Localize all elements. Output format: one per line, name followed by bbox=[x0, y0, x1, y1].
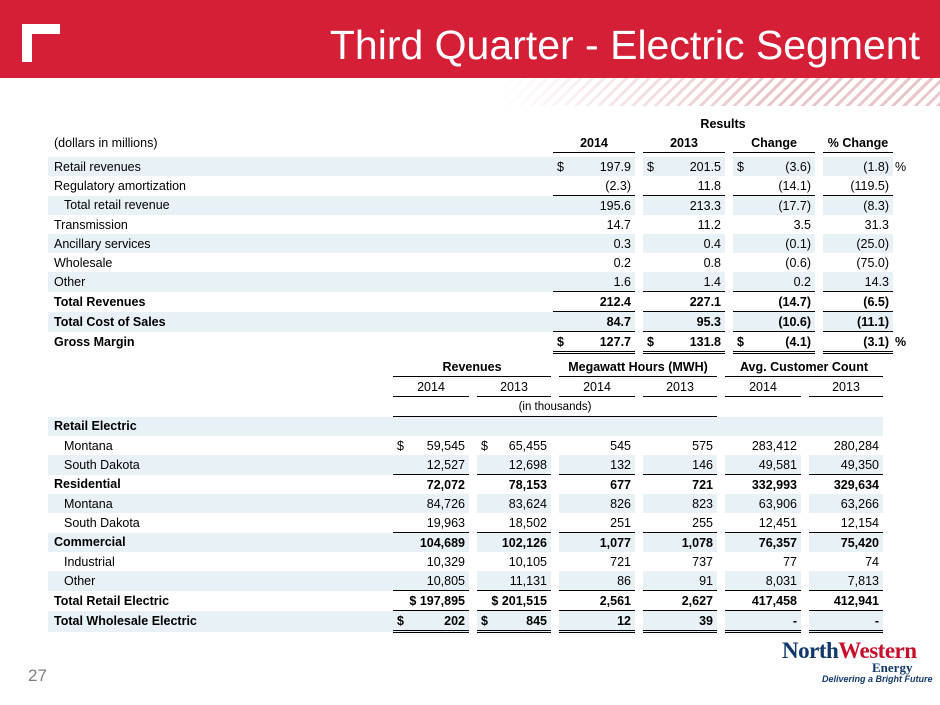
value: 74 bbox=[865, 554, 879, 569]
cell-v2013 bbox=[643, 215, 725, 234]
cell-value: 31.3 bbox=[864, 217, 889, 232]
logo-western: Western bbox=[838, 638, 917, 663]
cell-value: 14.7 bbox=[606, 217, 631, 232]
cell-v2014 bbox=[553, 272, 635, 292]
row-label: South Dakota bbox=[48, 455, 393, 475]
cell-change bbox=[733, 234, 815, 253]
value: 12,154 bbox=[840, 515, 879, 530]
cell-value bbox=[477, 494, 551, 513]
cell-pct bbox=[823, 312, 893, 332]
cell-value bbox=[477, 591, 551, 611]
cell-value bbox=[559, 571, 635, 591]
cell-v2014 bbox=[553, 176, 635, 196]
cell-value bbox=[809, 611, 883, 632]
cell-value: 0.3 bbox=[613, 236, 631, 251]
cell-value: (4.1) bbox=[785, 334, 811, 349]
volumes-table bbox=[48, 357, 883, 633]
row-label: Montana bbox=[64, 438, 113, 453]
cell-v2013 bbox=[643, 157, 725, 176]
value: 823 bbox=[692, 496, 713, 511]
volume-row bbox=[48, 552, 883, 571]
cell-v2014 bbox=[553, 312, 635, 332]
volume-row bbox=[48, 611, 883, 632]
cell-value: 227.1 bbox=[689, 294, 721, 309]
value: 59,545 bbox=[426, 438, 465, 453]
cell-value: (3.1) bbox=[863, 334, 889, 349]
cell-change bbox=[733, 253, 815, 272]
cell-v2013 bbox=[643, 332, 725, 353]
cell-value: 127.7 bbox=[599, 334, 631, 349]
row-label: Total Wholesale Electric bbox=[48, 611, 393, 632]
cell-change bbox=[733, 215, 815, 234]
row-label: Transmission bbox=[54, 217, 128, 232]
cell-value bbox=[725, 436, 801, 455]
group-header-revenues: Revenues bbox=[393, 357, 551, 377]
value: 283,412 bbox=[751, 438, 797, 453]
cell-value bbox=[809, 475, 883, 495]
value: 202 bbox=[444, 613, 465, 628]
percent-sign: % bbox=[893, 332, 908, 353]
value: 826 bbox=[610, 496, 631, 511]
value: 845 bbox=[526, 613, 547, 628]
value: 12,451 bbox=[758, 515, 797, 530]
value: 49,350 bbox=[840, 457, 879, 472]
banner-stripes bbox=[500, 78, 940, 106]
cell-value bbox=[725, 494, 801, 513]
row-label: Total Revenues bbox=[54, 294, 146, 309]
value: 63,906 bbox=[758, 496, 797, 511]
row-label: Other bbox=[48, 272, 553, 292]
value: 721 bbox=[692, 477, 713, 492]
cell-value: (14.7) bbox=[778, 294, 811, 309]
logo-tagline: Delivering a Bright Future bbox=[822, 674, 933, 684]
value: 63,266 bbox=[840, 496, 879, 511]
value: 2,627 bbox=[681, 593, 713, 608]
currency-symbol: $ bbox=[481, 438, 488, 453]
cell-pct bbox=[823, 292, 893, 312]
results-row bbox=[48, 272, 908, 292]
units-note-thousands: (in thousands) bbox=[393, 397, 717, 417]
cell-change bbox=[733, 312, 815, 332]
cell-value: (0.6) bbox=[785, 255, 811, 270]
cell-value bbox=[477, 611, 551, 632]
cell-value bbox=[559, 513, 635, 533]
currency-symbol: $ bbox=[397, 438, 404, 453]
cell-v2014 bbox=[553, 157, 635, 176]
results-row bbox=[48, 312, 908, 332]
volume-row bbox=[48, 513, 883, 533]
cell-value: 0.2 bbox=[793, 274, 811, 289]
cell-pct bbox=[823, 176, 893, 196]
page-number: 27 bbox=[28, 666, 47, 685]
group-header-customers: Avg. Customer Count bbox=[725, 357, 883, 377]
cell-value bbox=[559, 591, 635, 611]
value: 412,941 bbox=[833, 593, 879, 608]
col-header-change: Change bbox=[733, 133, 815, 153]
cell-value: (17.7) bbox=[778, 198, 811, 213]
cell-v2014 bbox=[553, 332, 635, 353]
cell-value bbox=[643, 533, 717, 553]
cell-change bbox=[733, 157, 815, 176]
volume-row bbox=[48, 455, 883, 475]
cell-value bbox=[809, 571, 883, 591]
cell-value: 201.5 bbox=[689, 159, 721, 174]
cell-value: 95.3 bbox=[696, 314, 721, 329]
value: 19,963 bbox=[426, 515, 465, 530]
value: 18,502 bbox=[508, 515, 547, 530]
cell-value: 213.3 bbox=[689, 198, 721, 213]
results-row bbox=[48, 253, 908, 272]
cell-value: (2.3) bbox=[605, 178, 631, 193]
cell-value: (0.1) bbox=[785, 236, 811, 251]
cell-pct bbox=[823, 253, 893, 272]
cell-value: (10.6) bbox=[778, 314, 811, 329]
value: 76,357 bbox=[758, 535, 797, 550]
cell-value bbox=[725, 571, 801, 591]
value: 12,698 bbox=[508, 457, 547, 472]
row-label: Retail revenues bbox=[48, 157, 553, 176]
cell-value: (3.6) bbox=[785, 159, 811, 174]
cell-value bbox=[809, 591, 883, 611]
value: 83,624 bbox=[508, 496, 547, 511]
value: 10,805 bbox=[426, 573, 465, 588]
value: 102,126 bbox=[501, 535, 547, 550]
logo-north: North bbox=[782, 638, 839, 663]
cell-value: 1.4 bbox=[703, 274, 721, 289]
cell-value bbox=[559, 611, 635, 632]
cell-v2013 bbox=[643, 253, 725, 272]
value: 77 bbox=[783, 554, 797, 569]
value: 132 bbox=[610, 457, 631, 472]
value: 78,153 bbox=[508, 477, 547, 492]
cell-value bbox=[393, 475, 469, 495]
cell-value: 131.8 bbox=[689, 334, 721, 349]
group-header-mwh: Megawatt Hours (MWH) bbox=[559, 357, 717, 377]
cell-value: 1.6 bbox=[613, 274, 631, 289]
logo-energy: Energy bbox=[872, 660, 913, 675]
cell-value bbox=[477, 455, 551, 475]
row-label: Total Retail Electric bbox=[54, 593, 170, 608]
cell-value bbox=[643, 611, 717, 632]
cell-value: (8.3) bbox=[863, 198, 889, 213]
results-row bbox=[48, 292, 908, 312]
value: 10,105 bbox=[508, 554, 547, 569]
cell-value bbox=[809, 513, 883, 533]
value: 7,813 bbox=[847, 573, 879, 588]
cell-value bbox=[809, 552, 883, 571]
corner-logo-icon bbox=[22, 24, 60, 62]
value: 545 bbox=[610, 438, 631, 453]
cell-v2013 bbox=[643, 176, 725, 196]
cell-value bbox=[559, 475, 635, 495]
value: $ 201,515 bbox=[491, 593, 547, 608]
value: 1,078 bbox=[681, 535, 713, 550]
cell-value bbox=[393, 533, 469, 553]
cell-value bbox=[477, 436, 551, 455]
value: 11,131 bbox=[509, 573, 547, 588]
row-label: Total retail revenue bbox=[48, 196, 553, 216]
cell-value bbox=[725, 475, 801, 495]
cell-v2013 bbox=[643, 234, 725, 253]
value: 575 bbox=[692, 438, 713, 453]
cell-value bbox=[643, 513, 717, 533]
value: 12,527 bbox=[426, 457, 465, 472]
currency-symbol: $ bbox=[481, 613, 488, 628]
northwestern-energy-logo bbox=[782, 638, 934, 688]
value: 737 bbox=[692, 554, 713, 569]
volume-row bbox=[48, 533, 883, 553]
cell-value bbox=[725, 591, 801, 611]
cell-value bbox=[393, 513, 469, 533]
cell-value bbox=[809, 436, 883, 455]
cell-pct bbox=[823, 157, 893, 176]
row-label: Total Cost of Sales bbox=[48, 312, 553, 332]
value: 2,561 bbox=[599, 593, 631, 608]
units-note: (dollars in millions) bbox=[54, 135, 158, 150]
cell-value bbox=[559, 494, 635, 513]
percent-sign bbox=[893, 234, 908, 253]
percent-sign bbox=[893, 272, 908, 292]
value: 251 bbox=[610, 515, 631, 530]
cell-value: 195.6 bbox=[599, 198, 631, 213]
value: 65,455 bbox=[508, 438, 547, 453]
value: 280,284 bbox=[833, 438, 879, 453]
cell-value bbox=[643, 571, 717, 591]
cell-value bbox=[477, 552, 551, 571]
cell-value bbox=[559, 455, 635, 475]
cell-value bbox=[393, 552, 469, 571]
cell-value: (25.0) bbox=[856, 236, 889, 251]
percent-sign bbox=[893, 176, 908, 196]
volume-row bbox=[48, 571, 883, 591]
value: - bbox=[792, 613, 797, 628]
row-label: Gross Margin bbox=[54, 335, 135, 349]
cell-value: 11.8 bbox=[697, 178, 721, 193]
row-label: Wholesale bbox=[54, 255, 113, 270]
percent-sign bbox=[893, 253, 908, 272]
cell-value: (6.5) bbox=[863, 294, 889, 309]
results-row bbox=[48, 234, 908, 253]
results-row bbox=[48, 332, 908, 353]
cell-v2013 bbox=[643, 312, 725, 332]
cell-value bbox=[809, 455, 883, 475]
cell-value: 3.5 bbox=[793, 217, 811, 232]
value: 721 bbox=[610, 554, 631, 569]
cell-value: 14.3 bbox=[864, 274, 889, 289]
cell-value: (11.1) bbox=[857, 314, 889, 329]
cell-value bbox=[393, 571, 469, 591]
cell-value: 11.2 bbox=[697, 217, 721, 232]
cell-change bbox=[733, 332, 815, 353]
currency-symbol: $ bbox=[647, 334, 654, 349]
cell-v2014 bbox=[553, 292, 635, 312]
percent-sign bbox=[893, 196, 908, 216]
cell-value bbox=[643, 436, 717, 455]
value: 91 bbox=[699, 573, 713, 588]
cell-value bbox=[477, 475, 551, 495]
percent-sign: % bbox=[893, 157, 908, 176]
year-header: 2013 bbox=[643, 377, 717, 397]
value: 49,581 bbox=[758, 457, 797, 472]
volume-row bbox=[48, 591, 883, 611]
value: 75,420 bbox=[840, 535, 879, 550]
col-header-2014: 2014 bbox=[553, 133, 635, 153]
currency-symbol: $ bbox=[557, 334, 564, 349]
cell-value: (1.8) bbox=[863, 159, 889, 174]
value: 84,726 bbox=[426, 496, 465, 511]
cell-pct bbox=[823, 234, 893, 253]
year-header: 2014 bbox=[559, 377, 635, 397]
title-banner bbox=[0, 0, 940, 78]
percent-sign bbox=[893, 312, 908, 332]
cell-v2014 bbox=[553, 196, 635, 216]
cell-value: 0.2 bbox=[613, 255, 631, 270]
cell-value: (75.0) bbox=[856, 255, 889, 270]
cell-value: (14.1) bbox=[778, 178, 811, 193]
cell-value: 84.7 bbox=[606, 314, 631, 329]
cell-value bbox=[393, 436, 469, 455]
cell-v2013 bbox=[643, 292, 725, 312]
row-label: Industrial bbox=[64, 554, 115, 569]
value: 12 bbox=[617, 613, 631, 628]
percent-sign bbox=[893, 215, 908, 234]
cell-value bbox=[643, 475, 717, 495]
cell-value bbox=[393, 591, 469, 611]
volume-row bbox=[48, 475, 883, 495]
cell-value: 197.9 bbox=[599, 159, 631, 174]
cell-value: 0.4 bbox=[703, 236, 721, 251]
row-label: Montana bbox=[48, 494, 393, 513]
cell-value bbox=[725, 552, 801, 571]
cell-pct bbox=[823, 332, 893, 353]
value: 10,329 bbox=[426, 554, 465, 569]
currency-symbol: $ bbox=[397, 613, 404, 628]
cell-v2014 bbox=[553, 234, 635, 253]
value: 39 bbox=[699, 613, 713, 628]
row-label: Ancillary services bbox=[48, 234, 553, 253]
cell-value bbox=[477, 571, 551, 591]
cell-value bbox=[393, 455, 469, 475]
cell-value bbox=[809, 494, 883, 513]
value: 329,634 bbox=[833, 477, 879, 492]
cell-change bbox=[733, 196, 815, 216]
cell-value bbox=[643, 494, 717, 513]
cell-v2014 bbox=[553, 253, 635, 272]
value: - bbox=[874, 613, 879, 628]
section-label-retail-electric: Retail Electric bbox=[48, 417, 393, 437]
cell-value bbox=[725, 455, 801, 475]
row-label: Residential bbox=[54, 477, 121, 492]
cell-value bbox=[559, 533, 635, 553]
col-header-pct-change: % Change bbox=[823, 133, 893, 153]
cell-value: 212.4 bbox=[599, 294, 631, 309]
value: $ 197,895 bbox=[409, 593, 465, 608]
currency-symbol: $ bbox=[557, 159, 564, 174]
value: 72,072 bbox=[426, 477, 465, 492]
currency-symbol: $ bbox=[737, 159, 744, 174]
value: 1,077 bbox=[599, 535, 631, 550]
cell-v2013 bbox=[643, 196, 725, 216]
volume-row bbox=[48, 494, 883, 513]
cell-value bbox=[477, 533, 551, 553]
value: 104,689 bbox=[419, 535, 465, 550]
cell-value bbox=[725, 533, 801, 553]
value: 146 bbox=[692, 457, 713, 472]
value: 332,993 bbox=[751, 477, 797, 492]
col-header-2013: 2013 bbox=[643, 133, 725, 153]
cell-pct bbox=[823, 196, 893, 216]
volume-row bbox=[48, 436, 883, 455]
cell-v2014 bbox=[553, 215, 635, 234]
cell-value bbox=[643, 455, 717, 475]
year-header: 2013 bbox=[809, 377, 883, 397]
row-label: Other bbox=[48, 571, 393, 591]
row-label: South Dakota bbox=[64, 515, 140, 530]
currency-symbol: $ bbox=[737, 334, 744, 349]
cell-value: (119.5) bbox=[850, 178, 889, 193]
page-title: Third Quarter - Electric Segment bbox=[329, 22, 920, 68]
value: 255 bbox=[692, 515, 713, 530]
cell-value bbox=[559, 552, 635, 571]
value: 8,031 bbox=[765, 573, 797, 588]
cell-change bbox=[733, 176, 815, 196]
cell-pct bbox=[823, 272, 893, 292]
cell-value: 0.8 bbox=[703, 255, 721, 270]
cell-value bbox=[809, 533, 883, 553]
cell-value bbox=[559, 436, 635, 455]
year-header: 2014 bbox=[725, 377, 801, 397]
cell-value bbox=[725, 611, 801, 632]
cell-value bbox=[725, 513, 801, 533]
percent-sign bbox=[893, 292, 908, 312]
cell-value bbox=[477, 513, 551, 533]
cell-change bbox=[733, 292, 815, 312]
results-row bbox=[48, 176, 908, 196]
cell-value bbox=[643, 552, 717, 571]
cell-value bbox=[393, 611, 469, 632]
row-label: Regulatory amortization bbox=[54, 178, 187, 193]
value: 86 bbox=[617, 573, 631, 588]
results-table bbox=[48, 114, 908, 354]
currency-symbol: $ bbox=[647, 159, 654, 174]
cell-value bbox=[643, 591, 717, 611]
cell-value bbox=[393, 494, 469, 513]
row-label: Commercial bbox=[48, 533, 393, 553]
year-header: 2013 bbox=[477, 377, 551, 397]
cell-pct bbox=[823, 215, 893, 234]
results-row bbox=[48, 157, 908, 176]
results-row bbox=[48, 215, 908, 234]
results-row bbox=[48, 196, 908, 216]
value: 417,458 bbox=[751, 593, 797, 608]
cell-v2013 bbox=[643, 272, 725, 292]
year-header: 2014 bbox=[393, 377, 469, 397]
value: 677 bbox=[610, 477, 631, 492]
cell-change bbox=[733, 272, 815, 292]
results-group-header: Results bbox=[700, 116, 746, 131]
